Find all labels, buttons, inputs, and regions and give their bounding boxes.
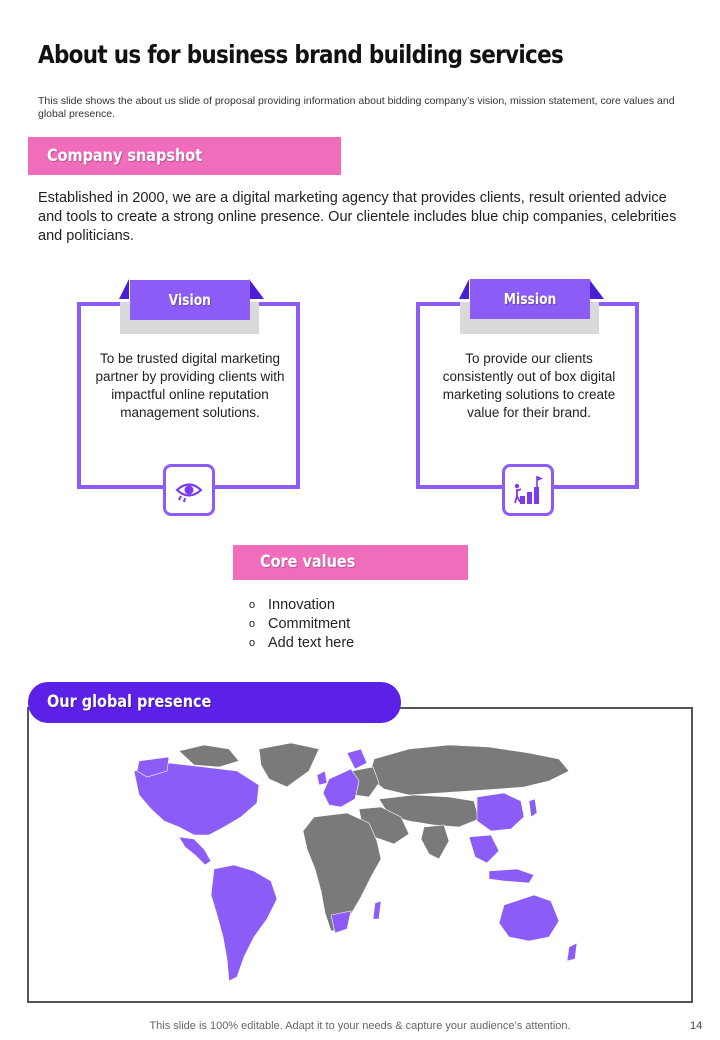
indonesia-region xyxy=(489,869,534,883)
world-map xyxy=(29,709,691,1001)
vision-icon-box xyxy=(163,464,215,516)
page-title: About us for business brand building services xyxy=(38,40,564,69)
climbing-steps-flag-icon xyxy=(512,474,544,506)
vision-heading: Vision xyxy=(168,291,212,309)
bullet-icon: o xyxy=(249,618,256,630)
core-values-banner xyxy=(233,545,468,580)
company-snapshot-heading: Company snapshot xyxy=(47,146,203,166)
russia-region xyxy=(369,745,569,795)
new-zealand-region xyxy=(567,943,577,961)
australia-region xyxy=(499,895,559,941)
india-region xyxy=(421,825,449,859)
mission-text: To provide our clients consistently out of box digital marketing solutions to create value for their brand. xyxy=(442,351,616,420)
core-values-list xyxy=(249,596,354,653)
southeast-asia-region xyxy=(469,835,499,863)
list-item: o Commitment xyxy=(249,616,351,632)
mission-tab-fold-left xyxy=(459,279,469,299)
vision-tab xyxy=(130,280,250,320)
china-region xyxy=(477,793,524,831)
bullet-icon: o xyxy=(249,599,256,611)
global-presence-banner xyxy=(28,682,401,723)
japan-region xyxy=(529,799,537,817)
uk-region xyxy=(317,771,327,785)
company-snapshot-banner xyxy=(28,137,341,175)
mission-tab-fold-right xyxy=(589,279,604,299)
mission-tab xyxy=(470,279,590,319)
list-item: o Innovation xyxy=(249,597,335,613)
south-america-region xyxy=(211,865,277,981)
canada-arctic-region xyxy=(179,745,239,767)
central-america-region xyxy=(179,837,211,865)
greenland-region xyxy=(259,743,319,787)
list-item: o Add text here xyxy=(249,635,355,651)
scandinavia-region xyxy=(347,749,367,769)
page-subtitle: This slide shows the about us slide of proposal providing information about bidding company’s vision, mission statement, core values and global presence. xyxy=(38,95,675,120)
vision-tab-fold-right xyxy=(249,279,264,299)
world-map-frame xyxy=(27,707,693,1003)
madagascar-region xyxy=(373,901,381,919)
vision-text: To be trusted digital marketing partner by providing clients with impactful online reputation management solutions. xyxy=(95,351,285,420)
global-presence-heading: Our global presence xyxy=(47,692,212,712)
eye-icon xyxy=(174,475,204,505)
vision-tab-fold-left xyxy=(119,279,129,299)
page-number: 14 xyxy=(690,1020,703,1032)
core-values-heading: Core values xyxy=(260,552,356,572)
mission-icon-box xyxy=(502,464,554,516)
mission-heading: Mission xyxy=(503,290,557,308)
western-europe-region xyxy=(323,769,359,807)
footer-note: This slide is 100% editable. Adapt it to your needs & capture your audience’s attention. xyxy=(149,1020,571,1032)
south-africa-region xyxy=(331,911,351,933)
company-snapshot-text: Established in 2000, we are a digital marketing agency that provides clients, result oriented advice and tools to create a strong online presence. Our clientele includes blue chip companies, celebrities and politicians. xyxy=(38,190,677,244)
bullet-icon: o xyxy=(249,637,256,649)
